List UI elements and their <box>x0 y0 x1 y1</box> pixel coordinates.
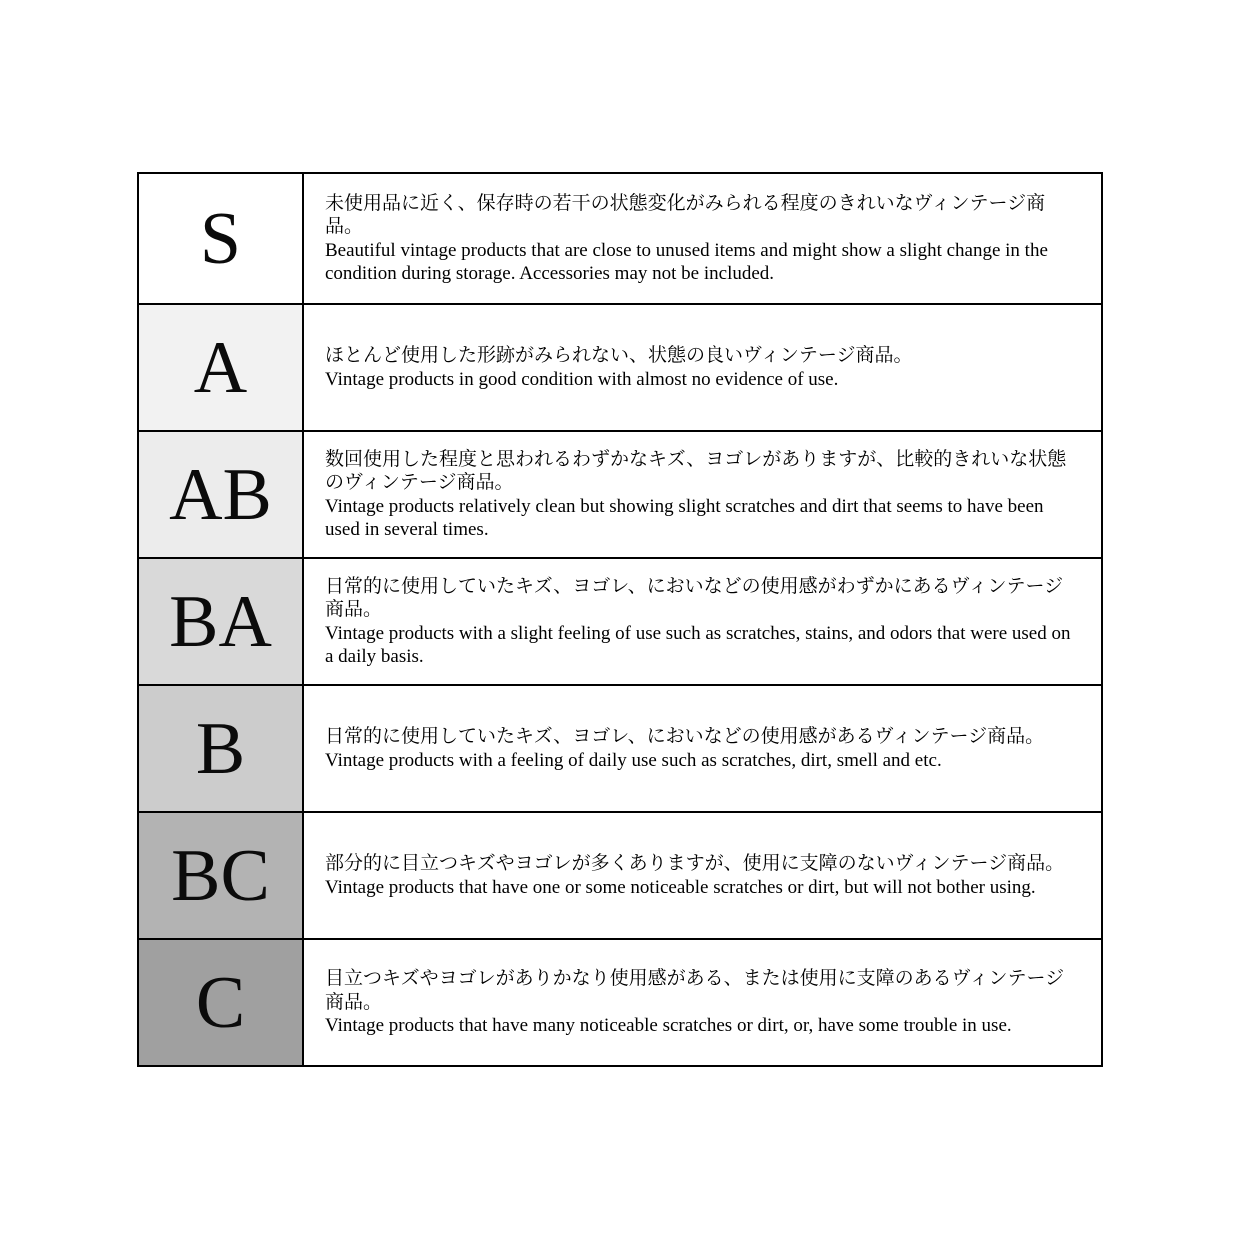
table-row-ab <box>139 430 1101 557</box>
grade-cell-bc <box>139 813 304 938</box>
grade-cell-b <box>139 686 304 811</box>
description-cell-a <box>304 305 1101 430</box>
grade-cell-s <box>139 174 304 303</box>
description-japanese: 日常的に使用していたキズ、ヨゴレ、においなどの使用感があるヴィンテージ商品。 <box>325 726 1045 747</box>
description-cell-bc <box>304 813 1101 938</box>
table-row-ba <box>139 557 1101 684</box>
description-english: Vintage products with a feeling of daily use such as scratches, dirt, smell and etc. <box>325 749 942 771</box>
grade-label-c: C <box>195 961 246 1044</box>
description-japanese: 数回使用した程度と思われるわずかなキズ、ヨゴレがありますが、比較的きれいな状態のヴィンテージ商品。 <box>325 448 1067 493</box>
description-english: Vintage products that have many noticeable scratches or dirt, or, have some trouble in use. <box>325 1015 1012 1037</box>
description-english: Vintage products with a slight feeling of use such as scratches, stains, and odors that were used on a daily basis. <box>325 622 1071 667</box>
description-japanese: ほとんど使用した形跡がみられない、状態の良いヴィンテージ商品。 <box>325 345 913 366</box>
description-japanese: 目立つキズやヨゴレがありかなり使用感がある、または使用に支障のあるヴィンテージ商品。 <box>325 968 1065 1013</box>
grade-cell-ba <box>139 559 304 684</box>
description-japanese: 部分的に目立つキズやヨゴレが多くありますが、使用に支障のないヴィンテージ商品。 <box>325 853 1065 874</box>
grade-label-b: B <box>195 707 246 790</box>
description-japanese: 日常的に使用していたキズ、ヨゴレ、においなどの使用感がわずかにあるヴィンテージ商品。 <box>325 575 1064 620</box>
description-english: Vintage products in good condition with almost no evidence of use. <box>325 368 839 390</box>
description-cell-ab <box>304 432 1101 557</box>
description-cell-b <box>304 686 1101 811</box>
description-cell-s <box>304 174 1101 303</box>
grade-cell-ab <box>139 432 304 557</box>
table-row-s <box>139 174 1101 303</box>
grade-cell-a <box>139 305 304 430</box>
description-english: Vintage products that have one or some noticeable scratches or dirt, but will not bother using. <box>325 876 1036 898</box>
table-row-a <box>139 303 1101 430</box>
table-row-bc <box>139 811 1101 938</box>
description-cell-ba <box>304 559 1101 684</box>
grade-label-ab: AB <box>169 453 272 536</box>
description-english: Beautiful vintage products that are close to unused items and might show a slight change in the condition during storage. Accessories may not be included. <box>325 239 1048 284</box>
grade-label-bc: BC <box>171 834 270 917</box>
description-english: Vintage products relatively clean but showing slight scratches and dirt that seems to have been used in several times. <box>325 495 1044 540</box>
grade-label-a: A <box>193 326 248 409</box>
grade-label-ba: BA <box>169 580 272 663</box>
description-cell-c <box>304 940 1101 1065</box>
table-row-b <box>139 684 1101 811</box>
table-row-c <box>139 938 1101 1065</box>
grade-cell-c <box>139 940 304 1065</box>
condition-grade-table <box>137 172 1103 1067</box>
grade-label-s: S <box>199 197 242 280</box>
description-japanese: 未使用品に近く、保存時の若干の状態変化がみられる程度のきれいなヴィンテージ商品。 <box>325 192 1046 237</box>
